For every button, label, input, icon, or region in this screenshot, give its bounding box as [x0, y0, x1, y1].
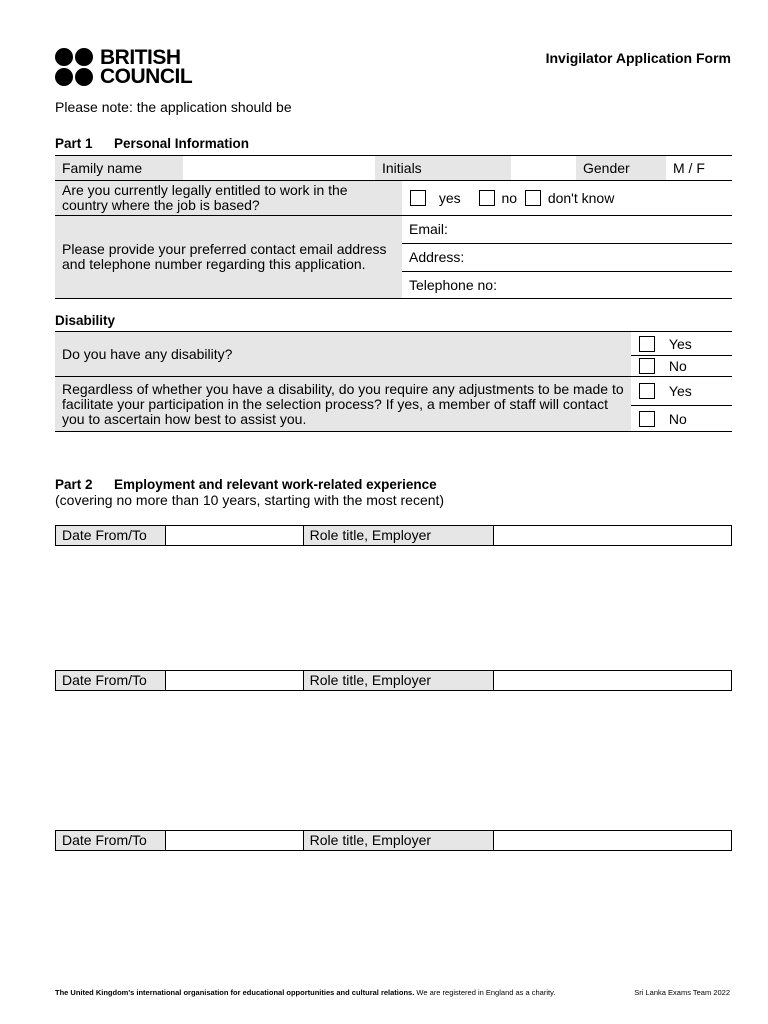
adjustments-yes-checkbox[interactable] — [639, 383, 655, 399]
part1-number: Part 1 — [55, 136, 93, 151]
adjustments-yes-label: Yes — [668, 383, 692, 399]
employment-entry-2 — [55, 670, 732, 691]
part2-number: Part 2 — [55, 477, 93, 492]
disability-table — [55, 331, 732, 432]
role-employer-field[interactable] — [494, 526, 732, 546]
adjustments-no-label: No — [668, 410, 687, 427]
date-from-to-label: Date From/To — [56, 831, 166, 851]
role-employer-field[interactable] — [494, 831, 732, 851]
entitled-no-label: no — [501, 190, 518, 206]
entitled-dont-know-checkbox[interactable] — [525, 190, 541, 206]
footer-text — [55, 988, 555, 997]
logo-text-line1: BRITISH — [100, 46, 181, 69]
logo-dot-icon — [75, 68, 93, 86]
disability-yes-checkbox[interactable] — [639, 336, 655, 352]
entitled-dont-know-label: don't know — [547, 190, 615, 206]
role-employer-label: Role title, Employer — [303, 671, 494, 691]
employment-entry-3 — [55, 830, 732, 851]
employment-entry-1 — [55, 525, 732, 546]
application-note: Please note: the application should be — [55, 99, 292, 115]
adjustments-question: Regardless of whether you have a disability, do you require any adjustments to be made to facilitate your participation in the selection process? If yes, a member of staff will contact you to ascertain how best to assist you. — [55, 377, 631, 432]
entitled-yes-label: yes — [438, 190, 461, 206]
telephone-field[interactable]: Telephone no: — [402, 272, 732, 299]
part2-heading — [55, 477, 437, 492]
role-employer-field[interactable] — [494, 671, 732, 691]
gender-options[interactable]: M / F — [666, 156, 732, 181]
part2-subtitle: (covering no more than 10 years, starting with the most recent) — [55, 492, 445, 508]
disability-yes-option — [631, 332, 732, 356]
disability-no-checkbox[interactable] — [639, 358, 655, 374]
part1-heading — [55, 136, 249, 151]
part2-title: Employment and relevant work-related experience — [114, 477, 437, 492]
date-from-to-label: Date From/To — [56, 526, 166, 546]
entitled-yes-checkbox[interactable] — [410, 190, 426, 206]
personal-info-table — [55, 155, 732, 299]
logo-text-line2: COUNCIL — [100, 65, 193, 88]
contact-prompt: Please provide your preferred contact email address and telephone number regarding this application. — [55, 216, 402, 299]
entitled-no-checkbox[interactable] — [479, 190, 495, 206]
date-from-to-label: Date From/To — [56, 671, 166, 691]
footer-bold-text: The United Kingdom's international organisation for educational opportunities and cultural relations. — [55, 988, 415, 997]
logo-dot-icon — [75, 48, 93, 66]
disability-question: Do you have any disability? — [55, 332, 631, 377]
adjustments-no-option — [631, 406, 732, 432]
logo-dot-icon — [55, 68, 73, 86]
gender-label: Gender — [576, 156, 666, 181]
adjustments-no-checkbox[interactable] — [639, 411, 655, 427]
family-name-field[interactable] — [183, 156, 375, 181]
role-employer-label: Role title, Employer — [303, 526, 494, 546]
date-from-to-field[interactable] — [165, 831, 303, 851]
role-employer-label: Role title, Employer — [303, 831, 494, 851]
address-field[interactable]: Address: — [402, 244, 732, 272]
disability-no-option — [631, 356, 732, 377]
adjustments-yes-option — [631, 377, 732, 406]
work-entitlement-question: Are you currently legally entitled to work in the country where the job is based? — [55, 181, 402, 216]
date-from-to-field[interactable] — [165, 526, 303, 546]
disability-yes-label: Yes — [668, 335, 692, 352]
logo-dot-icon — [55, 48, 73, 66]
footer-right-text: Sri Lanka Exams Team 2022 — [634, 988, 730, 997]
work-entitlement-options — [402, 181, 732, 216]
footer-normal-text: We are registered in England as a charity. — [416, 988, 556, 997]
part1-title: Personal Information — [114, 136, 250, 151]
form-title: Invigilator Application Form — [545, 50, 731, 66]
family-name-label: Family name — [55, 156, 183, 181]
british-council-logo — [55, 48, 195, 88]
disability-heading: Disability — [55, 313, 116, 328]
email-field[interactable]: Email: — [402, 216, 732, 244]
date-from-to-field[interactable] — [165, 671, 303, 691]
initials-label: Initials — [375, 156, 511, 181]
initials-field[interactable] — [511, 156, 576, 181]
disability-no-label: No — [668, 358, 687, 374]
